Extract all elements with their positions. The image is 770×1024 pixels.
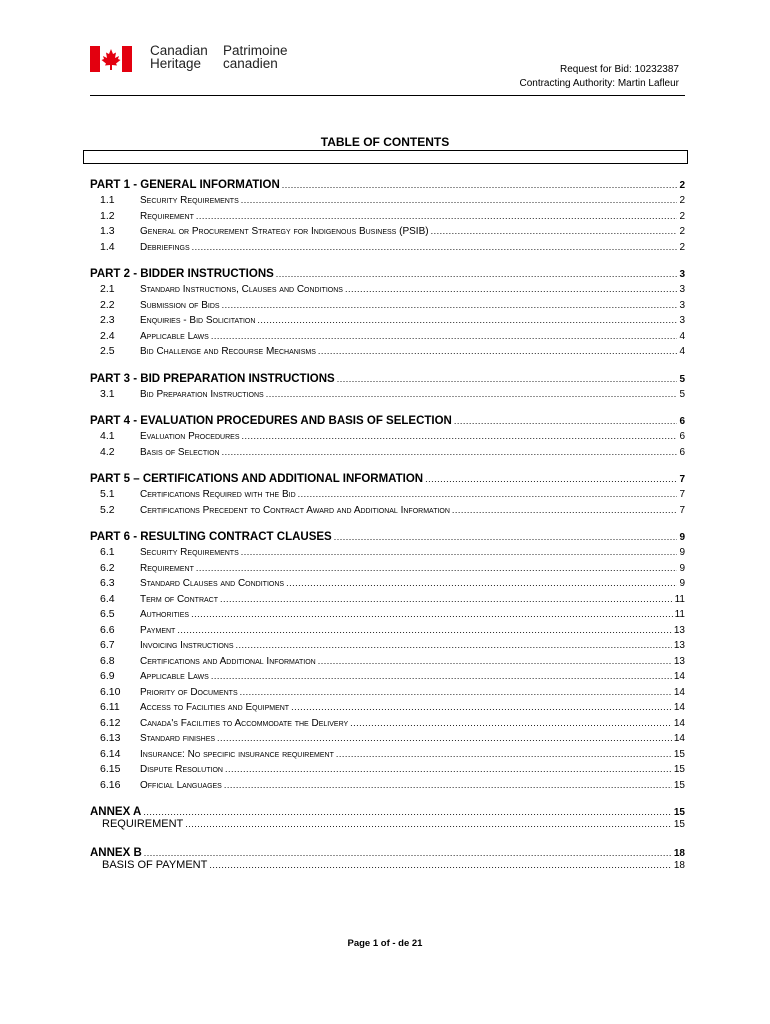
org-name-english	[150, 44, 208, 70]
section-number: 6.14	[100, 747, 121, 760]
section-title: Applicable Laws	[140, 671, 209, 682]
section-title: Authorities	[140, 609, 190, 620]
section-number: 6.6	[100, 623, 115, 636]
toc-part-entry[interactable]	[90, 170, 685, 191]
section-title: Dispute Resolution	[140, 764, 223, 775]
toc-section-entry[interactable]	[90, 608, 685, 624]
leader-dots	[185, 818, 672, 830]
toc-annex-entry[interactable]	[90, 838, 685, 859]
section-title: Applicable Laws	[140, 330, 209, 342]
section-title: Term of Contract	[140, 593, 218, 605]
section-number: 2.4	[100, 329, 115, 342]
section-number: 6.7	[100, 639, 115, 651]
toc-part-entry[interactable]	[90, 364, 685, 385]
toc-section-entry[interactable]	[90, 748, 685, 764]
page-number: 4	[679, 330, 685, 342]
contracting-authority: Contracting Authority: Martin Lafleur	[519, 78, 679, 89]
table-of-contents	[90, 170, 685, 879]
toc-section-entry[interactable]	[90, 430, 685, 446]
toc-section-entry[interactable]	[90, 225, 685, 241]
section-number: 5.2	[100, 503, 115, 516]
page-number: 2	[679, 180, 685, 191]
annex-title: ANNEX B	[90, 847, 142, 859]
section-number: 2.3	[100, 314, 115, 326]
leader-dots	[286, 578, 677, 588]
section-number: 2.2	[100, 298, 115, 311]
page-number: 11	[674, 593, 685, 605]
section-title: Requirement	[140, 562, 194, 574]
toc-section-entry[interactable]	[90, 763, 685, 779]
leader-dots	[291, 702, 672, 712]
section-number: 4.1	[100, 430, 115, 442]
leader-dots	[257, 315, 677, 325]
section-number: 5.1	[100, 488, 115, 500]
page-number: 4	[679, 346, 685, 357]
toc-annex-sub-entry[interactable]	[90, 859, 685, 879]
annex-sub-title: REQUIREMENT	[102, 818, 184, 830]
section-number: 3.1	[100, 387, 115, 400]
page-number: 11	[674, 609, 685, 620]
leader-dots	[298, 489, 678, 499]
section-number: 6.11	[100, 701, 120, 713]
section-title: Standard Instructions, Clauses and Conditions	[140, 284, 343, 295]
part-title: PART 1 - GENERAL INFORMATION	[90, 179, 280, 191]
page-number: 6	[679, 446, 685, 458]
section-number: 2.5	[100, 345, 115, 357]
page-number: 14	[673, 733, 685, 744]
section-number: 4.2	[100, 445, 115, 458]
page-number: 15	[673, 819, 685, 830]
section-title: Payment	[140, 624, 176, 636]
toc-section-entry[interactable]	[90, 330, 685, 346]
section-number: 6.9	[100, 670, 115, 682]
page-number: 7	[679, 474, 685, 485]
org-en-line1: Canadian	[150, 43, 208, 58]
section-number: 6.1	[100, 546, 115, 558]
toc-section-entry[interactable]	[90, 732, 685, 748]
leader-dots	[236, 640, 672, 650]
section-number: 6.5	[100, 608, 115, 620]
section-number: 6.3	[100, 577, 115, 589]
section-title: Certifications Precedent to Contract Award and Additional Information	[140, 504, 450, 516]
page-number: 5	[679, 388, 685, 400]
leader-dots	[144, 847, 672, 859]
page-number: 2	[679, 226, 685, 237]
leader-dots	[240, 687, 672, 697]
section-title: Evaluation Procedures	[140, 431, 240, 442]
leader-dots	[222, 300, 678, 310]
leader-dots	[337, 373, 678, 385]
page-number: 13	[673, 655, 685, 667]
leader-dots	[431, 226, 678, 236]
leader-dots	[345, 284, 677, 294]
toc-section-entry[interactable]	[90, 670, 685, 686]
toc-section-entry[interactable]	[90, 299, 685, 315]
page-number: 15	[673, 748, 685, 760]
org-fr-line2: canadien	[223, 56, 278, 71]
section-title: Enquiries - Bid Solicitation	[140, 315, 256, 326]
page-number: 3	[679, 284, 685, 295]
leader-dots	[241, 547, 678, 557]
page-number: 18	[673, 848, 685, 859]
page-number: 9	[679, 532, 685, 543]
part-title: PART 2 - BIDDER INSTRUCTIONS	[90, 268, 274, 280]
section-title: Security Requirements	[140, 547, 239, 558]
section-title: Priority of Documents	[140, 686, 238, 698]
empty-box	[83, 150, 688, 164]
toc-section-entry[interactable]	[90, 779, 685, 795]
toc-section-entry[interactable]	[90, 210, 685, 226]
section-title: Insurance: No specific insurance requirement	[140, 748, 334, 760]
toc-section-entry[interactable]	[90, 488, 685, 504]
section-title: General or Procurement Strategy for Indigenous Business (PSIB)	[140, 226, 429, 237]
page-number: 3	[679, 315, 685, 326]
page-number: 6	[679, 416, 685, 427]
toc-section-entry[interactable]	[90, 446, 685, 462]
section-title: Certifications Required with the Bid	[140, 489, 296, 500]
header-divider	[90, 95, 685, 96]
page-number: 15	[673, 807, 685, 818]
org-fr-line1: Patrimoine	[223, 43, 288, 58]
org-name-french	[223, 44, 288, 70]
section-title: Canada's Facilities to Accommodate the Delivery	[140, 717, 349, 729]
part-title: PART 5 – CERTIFICATIONS AND ADDITIONAL INFORMATION	[90, 473, 424, 485]
toc-section-entry[interactable]	[90, 655, 685, 671]
section-number: 6.12	[100, 716, 121, 729]
page-number: 15	[673, 764, 685, 775]
page-number: 13	[673, 624, 685, 636]
page-number: 6	[679, 431, 685, 442]
page-number: 14	[673, 717, 685, 729]
leader-dots	[177, 625, 672, 635]
page-number: 9	[679, 547, 685, 558]
toc-section-entry[interactable]	[90, 194, 685, 210]
leader-dots	[334, 531, 678, 543]
leader-dots	[211, 671, 672, 681]
leader-dots	[350, 718, 672, 728]
page-number: 2	[679, 210, 685, 222]
part-title: PART 6 - RESULTING CONTRACT CLAUSES	[90, 531, 332, 543]
section-number: 6.16	[100, 778, 121, 791]
request-number: Request for Bid: 10232387	[560, 64, 679, 75]
leader-dots	[336, 749, 672, 759]
section-title: Certifications and Additional Information	[140, 655, 316, 667]
section-number: 1.4	[100, 240, 115, 253]
section-number: 6.8	[100, 654, 115, 667]
leader-dots	[192, 242, 678, 252]
page-number: 9	[679, 578, 685, 589]
leader-dots	[211, 331, 678, 341]
org-en-line2: Heritage	[150, 56, 202, 71]
section-number: 1.1	[100, 194, 115, 206]
leader-dots	[225, 764, 672, 774]
section-number: 6.10	[100, 685, 121, 698]
annex-sub-title: BASIS OF PAYMENT	[102, 859, 208, 871]
page-number: 15	[673, 779, 685, 791]
section-number: 6.4	[100, 592, 115, 605]
leader-dots	[241, 431, 677, 441]
leader-dots	[209, 859, 672, 871]
toc-annex-sub-entry[interactable]	[90, 818, 685, 838]
toc-section-entry[interactable]	[90, 504, 685, 520]
section-title: Access to Facilities and Equipment	[140, 702, 290, 713]
part-title: PART 4 - EVALUATION PROCEDURES AND BASIS OF SELECTION	[90, 415, 452, 427]
section-number: 1.2	[100, 209, 115, 222]
leader-dots	[196, 211, 678, 221]
section-title: Debriefings	[140, 241, 190, 253]
toc-section-entry[interactable]	[90, 546, 685, 562]
leader-dots	[425, 473, 677, 485]
section-title: Standard finishes	[140, 733, 216, 744]
leader-dots	[191, 609, 673, 619]
leader-dots	[454, 415, 678, 427]
toc-section-entry[interactable]	[90, 314, 685, 330]
leader-dots	[222, 447, 678, 457]
leader-dots	[143, 806, 672, 818]
toc-section-entry[interactable]	[90, 241, 685, 257]
section-number: 6.2	[100, 561, 115, 574]
leader-dots	[241, 195, 678, 205]
page-number: 14	[673, 671, 685, 682]
leader-dots	[282, 179, 678, 191]
section-number: 2.1	[100, 283, 115, 295]
toc-title: TABLE OF CONTENTS	[320, 135, 450, 149]
section-number: 1.3	[100, 225, 115, 237]
toc-section-entry[interactable]	[90, 577, 685, 593]
section-title: Official Languages	[140, 779, 222, 791]
page-number: 2	[679, 195, 685, 206]
toc-annex-entry[interactable]	[90, 797, 685, 818]
annex-title: ANNEX A	[90, 806, 142, 818]
page-number: 5	[679, 373, 685, 385]
page-number: 7	[679, 504, 685, 516]
toc-section-entry[interactable]	[90, 639, 685, 655]
part-title: PART 3 - BID PREPARATION INSTRUCTIONS	[90, 372, 335, 385]
page-number: 3	[679, 269, 685, 280]
toc-section-entry[interactable]	[90, 562, 685, 578]
canada-flag-icon	[90, 46, 132, 72]
section-number: 6.15	[100, 763, 121, 775]
leader-dots	[318, 656, 672, 666]
page-number: 2	[679, 241, 685, 253]
page-number: 7	[679, 489, 685, 500]
toc-section-entry[interactable]	[90, 283, 685, 299]
toc-section-entry[interactable]	[90, 593, 685, 609]
leader-dots	[276, 268, 678, 280]
leader-dots	[266, 389, 678, 399]
leader-dots	[318, 346, 678, 356]
toc-part-entry[interactable]	[90, 259, 685, 280]
toc-part-entry[interactable]	[90, 464, 685, 485]
toc-part-entry[interactable]	[90, 406, 685, 427]
section-title: Bid Preparation Instructions	[140, 388, 264, 400]
leader-dots	[220, 594, 673, 604]
page-number: 18	[673, 860, 685, 871]
section-title: Security Requirements	[140, 195, 239, 206]
leader-dots	[452, 505, 678, 515]
toc-section-entry[interactable]	[90, 388, 685, 404]
page-number: 13	[673, 640, 685, 651]
toc-section-entry[interactable]	[90, 717, 685, 733]
page-number: 3	[679, 299, 685, 311]
page-number: 14	[673, 686, 685, 698]
section-title: Requirement	[140, 210, 194, 222]
section-title: Basis of Selection	[140, 446, 220, 458]
toc-section-entry[interactable]	[90, 701, 685, 717]
toc-part-entry[interactable]	[90, 522, 685, 543]
section-title: Bid Challenge and Recourse Mechanisms	[140, 346, 316, 357]
toc-section-entry[interactable]	[90, 345, 685, 361]
leader-dots	[224, 780, 672, 790]
page-footer: Page 1 of - de 21	[347, 938, 423, 949]
toc-section-entry[interactable]	[90, 624, 685, 640]
page-number: 14	[673, 702, 685, 713]
leader-dots	[217, 733, 672, 743]
leader-dots	[196, 563, 678, 573]
section-title: Invoicing Instructions	[140, 640, 234, 651]
toc-section-entry[interactable]	[90, 686, 685, 702]
page-number: 9	[679, 562, 685, 574]
section-title: Submission of Bids	[140, 299, 220, 311]
section-number: 6.13	[100, 732, 121, 744]
request-info	[519, 63, 679, 91]
section-title: Standard Clauses and Conditions	[140, 578, 285, 589]
